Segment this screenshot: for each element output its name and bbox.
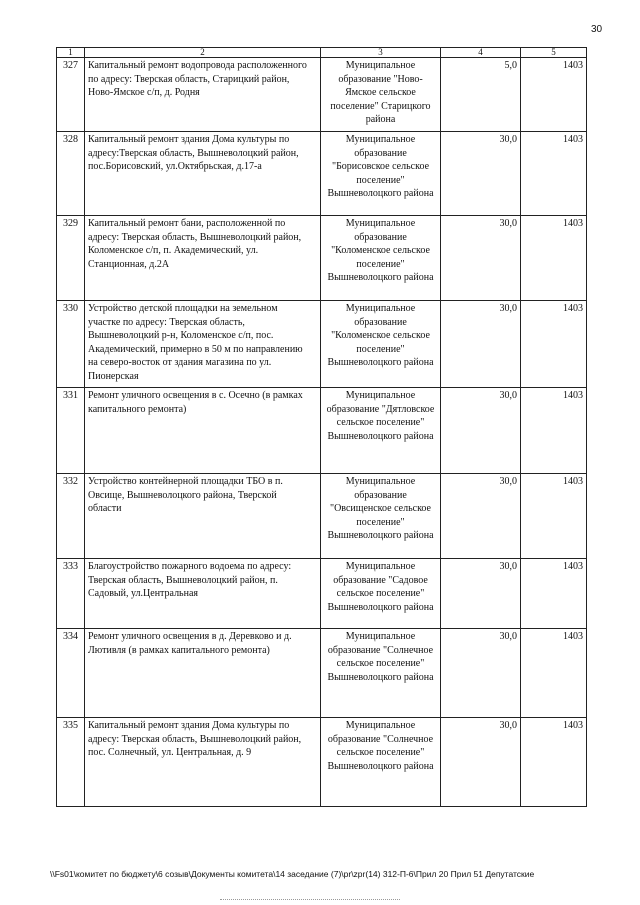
row-code: 1403 [521,718,587,807]
municipality-line: сельское поселение" [336,747,425,758]
row-code: 1403 [521,301,587,388]
description-line: адресу:Тверская область, Вышневолоцкий район, [88,147,299,159]
municipality-line: района [365,114,396,125]
row-amount: 30,0 [441,388,521,474]
footer-file-path: \\Fs01\комитет по бюджету\6 созыв\Документы комитета\14 заседание (7)\pr\zpr(14) 312-П-6\Прил 20 Прил 51 Депутатские [50,869,535,879]
description-line: адресу: Тверская область, Вышневолоцкий район, [88,733,302,745]
municipality-line: Вышневолоцкого района [327,272,434,283]
row-number: 332 [57,474,85,559]
municipality-line: поселение" Старицкого [330,100,431,112]
municipality-line: Муниципальное [345,476,416,487]
municipality-line: Муниципальное [345,60,416,71]
municipality-line: образование [354,147,407,159]
description-line: Академический, примерно в 50 м по направлению [88,343,303,355]
description-line: Овсище, Вышневолоцкого района, Тверской [88,489,277,501]
row-municipality [321,216,441,301]
municipality-line: Муниципальное [345,303,416,314]
municipality-line: образование "Солнечное [327,644,434,656]
municipality-line: образование [354,489,407,501]
row-number: 331 [57,388,85,474]
municipality-line: Вышневолоцкого района [327,430,434,442]
description-line: Устройство детской площадки на земельном [88,303,278,314]
row-municipality [321,388,441,474]
description-line: Капитальный ремонт здания Дома культуры по [88,134,290,145]
header-row [57,48,587,58]
description-line: пос. Солнечный, ул. Центральная, д. 9 [88,747,252,758]
row-amount: 30,0 [441,474,521,559]
row-amount: 5,0 [441,58,521,132]
municipality-line: Муниципальное [345,631,416,642]
row-number: 328 [57,132,85,216]
description-line: Ремонт уличного освещения в д. Деревково и д. [88,631,292,642]
row-municipality [321,559,441,629]
row-amount: 30,0 [441,216,521,301]
municipality-line: "Коломенское сельское [331,245,430,256]
description-line: Тверская область, Вышневолоцкий район, п. [88,574,278,586]
municipality-line: Муниципальное [345,218,416,229]
municipality-line: поселение" [356,343,405,355]
table-row [57,58,587,132]
column-header-1: 1 [57,48,85,58]
table-row [57,388,587,474]
description-line: Садовый, ул.Центральная [88,588,199,599]
description-line: Ремонт уличного освещения в с. Осечно (в рамках [88,390,303,401]
row-description [85,474,321,559]
municipality-line: Вышневолоцкого района [327,357,434,368]
municipality-line: образование "Садовое [333,574,428,586]
description-line: пос.Борисовский, ул.Октябрьская, д.17-а [88,161,262,172]
municipality-line: сельское поселение" [336,417,425,428]
municipality-line: "Овсищенское сельское [330,503,431,514]
row-description [85,216,321,301]
municipality-line: сельское поселение" [336,658,425,669]
municipality-line: поселение" [356,516,405,528]
column-header-2: 2 [85,48,321,58]
municipality-line: образование "Ново- [338,73,423,85]
row-number: 330 [57,301,85,388]
column-header-3: 3 [321,48,441,58]
row-number: 327 [57,58,85,132]
table-row [57,718,587,807]
row-code: 1403 [521,216,587,301]
table-row [57,559,587,629]
description-line: капитального ремонта) [88,403,187,415]
municipality-line: Муниципальное [345,390,416,401]
row-municipality [321,301,441,388]
page-number: 30 [591,24,603,35]
table-row [57,629,587,718]
row-municipality [321,629,441,718]
municipality-line: Вышневолоцкого района [327,601,434,613]
description-line: Капитальный ремонт бани, расположенной по [88,218,286,229]
row-description [85,559,321,629]
municipality-line: "Борисовское сельское [331,161,430,172]
municipality-line: Ямское сельское [345,87,416,98]
column-header-5: 5 [521,48,587,58]
table-row [57,216,587,301]
table-row [57,474,587,559]
municipality-line: сельское поселение" [336,588,425,599]
row-amount: 30,0 [441,629,521,718]
row-amount: 30,0 [441,301,521,388]
municipality-line: Вышневолоцкого района [327,671,434,683]
municipality-line: образование [354,231,407,243]
description-line: области [88,503,122,514]
municipality-line: Муниципальное [345,134,416,145]
municipality-line: поселение" [356,174,405,186]
description-line: на северо-восток от здания магазина по ул. [88,357,272,368]
row-code: 1403 [521,58,587,132]
municipality-line: Вышневолоцкого района [327,188,434,199]
row-description [85,132,321,216]
row-number: 334 [57,629,85,718]
municipality-line: Вышневолоцкого района [327,760,434,772]
row-description [85,718,321,807]
row-description [85,301,321,388]
row-municipality [321,58,441,132]
municipality-line: Муниципальное [345,561,416,572]
row-number: 333 [57,559,85,629]
description-line: адресу: Тверская область, Вышневолоцкий район, [88,231,302,243]
row-municipality [321,132,441,216]
description-line: Капитальный ремонт здания Дома культуры по [88,720,290,731]
row-code: 1403 [521,132,587,216]
municipality-line: Муниципальное [345,720,416,731]
description-line: Коломенское с/п, п. Академический, ул. [88,245,259,256]
row-number: 329 [57,216,85,301]
description-line: Благоустройство пожарного водоема по адресу: [88,561,292,572]
row-code: 1403 [521,474,587,559]
row-description [85,58,321,132]
municipality-line: поселение" [356,258,405,270]
column-header-4: 4 [441,48,521,58]
table-row [57,301,587,388]
description-line: Ново-Ямское с/п, д. Родня [88,87,200,98]
row-code: 1403 [521,559,587,629]
description-line: Лютивля (в рамках капитального ремонта) [88,644,270,656]
row-code: 1403 [521,629,587,718]
row-amount: 30,0 [441,132,521,216]
description-line: Капитальный ремонт водопровода расположенного [88,60,307,71]
municipality-line: Вышневолоцкого района [327,530,434,541]
row-amount: 30,0 [441,718,521,807]
municipality-line: образование [354,316,407,328]
row-municipality [321,474,441,559]
municipality-line: образование "Солнечное [327,733,434,745]
row-municipality [321,718,441,807]
municipality-line: "Коломенское сельское [331,330,430,341]
table-row [57,132,587,216]
row-code: 1403 [521,388,587,474]
row-amount: 30,0 [441,559,521,629]
row-number: 335 [57,718,85,807]
description-line: по адресу: Тверская область, Старицкий район, [88,73,290,85]
scan-artifact-line [220,899,400,901]
budget-table [56,47,587,807]
description-line: Пионерская [88,370,139,382]
description-line: участке по адресу: Тверская область, [88,316,245,328]
description-line: Вышневолоцкий р-н, Коломенское с/п, пос. [88,330,274,341]
description-line: Устройство контейнерной площадки ТБО в п. [88,476,283,487]
row-description [85,629,321,718]
row-description [85,388,321,474]
municipality-line: образование "Дятловское [326,403,435,415]
description-line: Станционная, д.2А [88,258,170,270]
